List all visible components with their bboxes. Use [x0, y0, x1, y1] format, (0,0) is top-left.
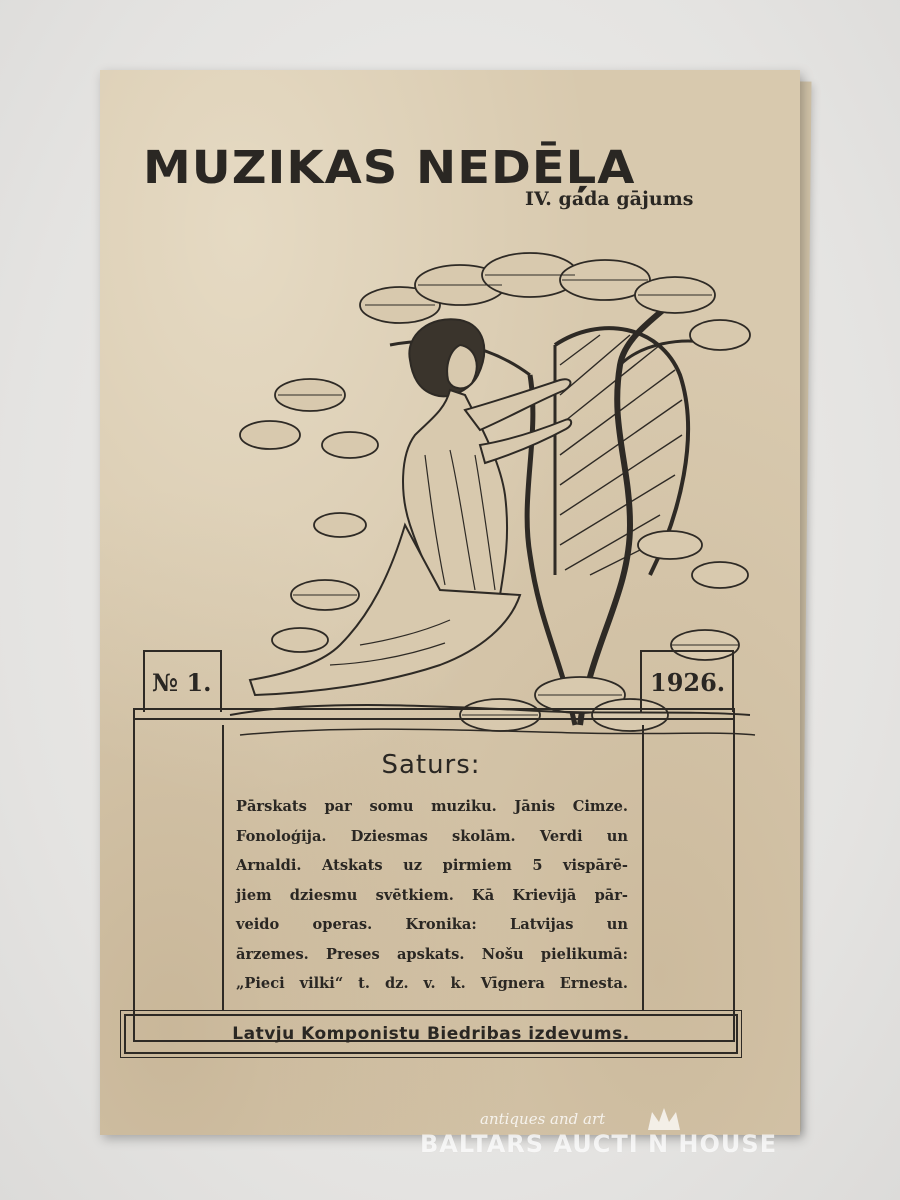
- issue-number: № 1.: [152, 668, 212, 697]
- contents-line: ārzemes. Preses apskats. Nošu pielikumā:: [236, 945, 628, 963]
- contents-list: [236, 792, 628, 999]
- watermark-name: BALTARS AUCTI N HOUSE: [420, 1130, 778, 1158]
- auction-watermark: [420, 1110, 820, 1170]
- watermark-tagline: antiques and art: [480, 1110, 606, 1128]
- magazine-title: MUZIKAS NEDĒĻA: [143, 141, 636, 195]
- contents-line: veido operas. Kronika: Latvijas un: [236, 916, 628, 933]
- contents-line: jiem dziesmu svētkiem. Kā Krievijā pār-: [236, 886, 628, 904]
- contents-line: „Pieci vilki“ t. dz. v. k. Vīgnera Ernesta.: [236, 975, 628, 992]
- magazine-cover: [100, 70, 800, 1135]
- contents-frame-top-rule: [133, 708, 735, 720]
- publisher-box: [124, 1014, 738, 1054]
- contents-line: Fonoloģija. Dziesmas skolām. Verdi un: [236, 827, 628, 845]
- issue-year: 1926.: [650, 668, 726, 697]
- volume-subtitle: IV. gada gājums: [525, 188, 694, 210]
- publisher-line: Latvju Komponistu Biedribas izdevums.: [232, 1024, 630, 1044]
- contents-line: Pārskats par somu muziku. Jānis Cimze.: [236, 798, 628, 815]
- contents-line: Arnaldi. Atskats uz pirmiem 5 vispārē-: [236, 857, 628, 874]
- crown-icon: [644, 1104, 684, 1134]
- contents-heading: Saturs:: [381, 750, 481, 780]
